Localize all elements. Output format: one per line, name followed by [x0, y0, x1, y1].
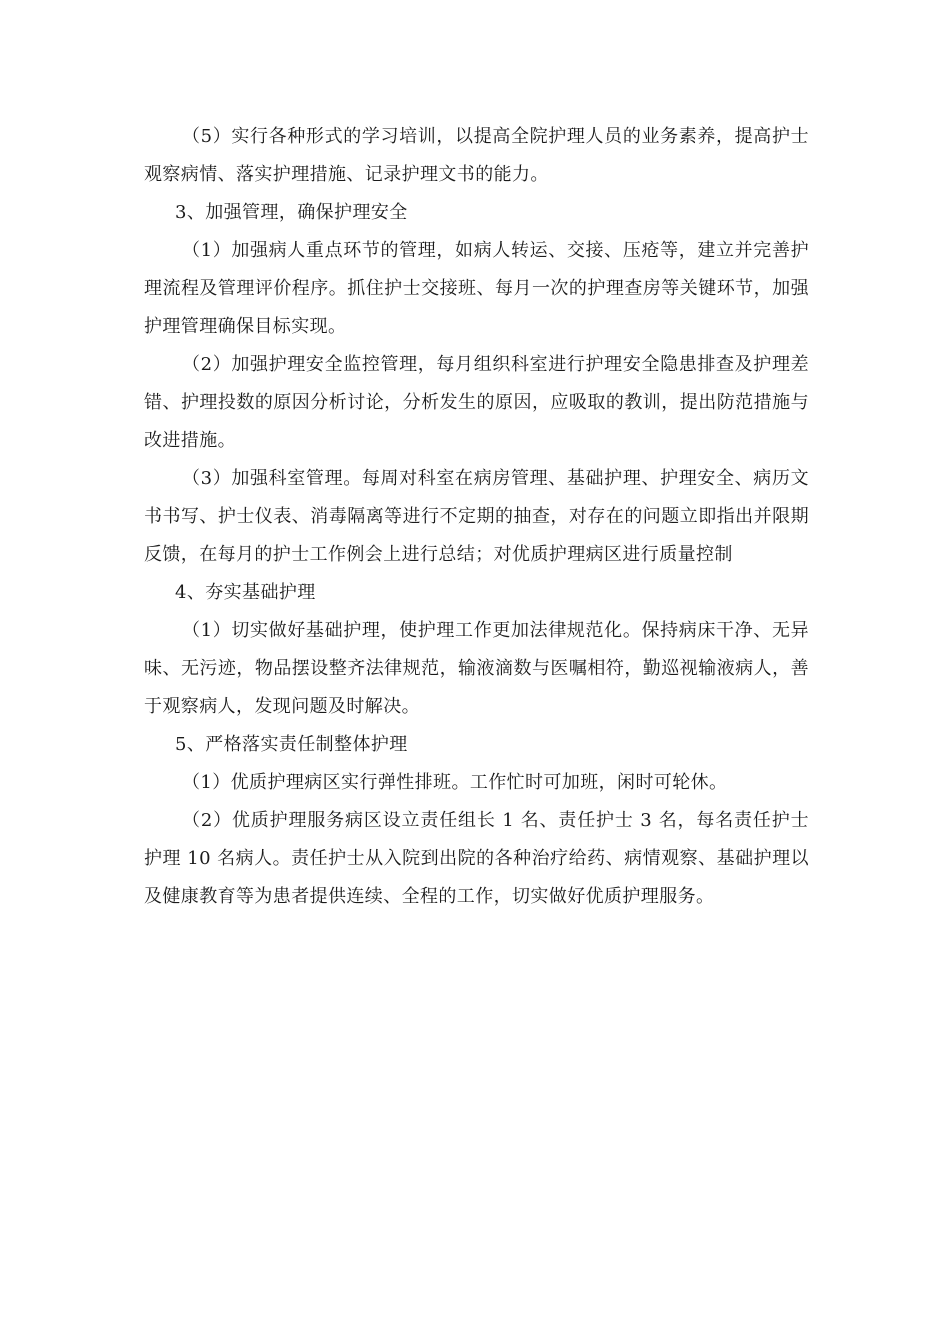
paragraph-key-links: （1）加强病人重点环节的管理，如病人转运、交接、压疮等，建立并完善护理流程及管理评价程序。抓住护士交接班、每月一次的护理查房等关键环节，加强护理管理确保目标实现。	[144, 240, 809, 337]
paragraph-safety-monitoring: （2）加强护理安全监控管理，每月组织科室进行护理安全隐患排查及护理差错、护理投数的原因分析讨论，分析发生的原因，应吸取的教训，提出防范措施与改进措施。	[144, 354, 809, 451]
paragraph-responsibility-team: （2）优质护理服务病区设立责任组长 1 名、责任护士 3 名，每名责任护士护理 10 名病人。责任护士从入院到出院的各种治疗给药、病情观察、基础护理以及健康教育等为患者提供连续、全程的工作，切实做好优质护理服务。	[144, 810, 809, 907]
paragraph-basic-nursing: （1）切实做好基础护理，使护理工作更加法律规范化。保持病床干净、无异味、无污迹，物品摆设整齐法律规范，输液滴数与医嘱相符，勤巡视输液病人，善于观察病人，发现问题及时解决。	[144, 620, 809, 717]
paragraph-flexible-scheduling: （1）优质护理病区实行弹性排班。工作忙时可加班，闲时可轮休。	[182, 772, 728, 793]
section-heading-5: 5、严格落实责任制整体护理	[175, 734, 408, 755]
paragraph-department-management: （3）加强科室管理。每周对科室在病房管理、基础护理、护理安全、病历文书书写、护士仪表、消毒隔离等进行不定期的抽查，对存在的问题立即指出并限期反馈，在每月的护士工作例会上进行总结；对优质护理病区进行质量控制	[144, 468, 809, 565]
document-body	[144, 118, 809, 916]
section-heading-3: 3、加强管理，确保护理安全	[175, 202, 408, 223]
paragraph-training: （5）实行各种形式的学习培训，以提高全院护理人员的业务素养，提高护士观察病情、落实护理措施、记录护理文书的能力。	[144, 126, 809, 185]
section-heading-4: 4、夯实基础护理	[175, 582, 316, 603]
